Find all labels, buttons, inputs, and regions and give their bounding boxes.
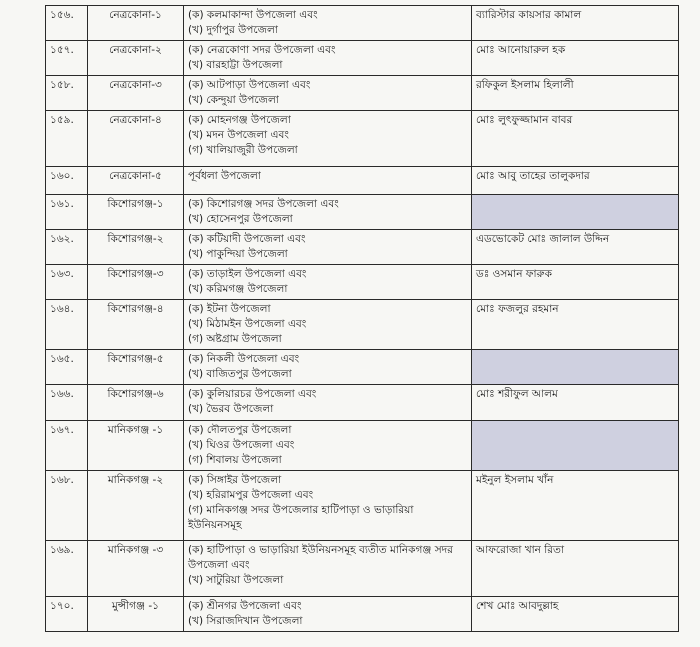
area-line: (ক) কুলিয়ারচর উপজেলা এবং bbox=[188, 388, 317, 400]
area-line: (খ) দুর্গাপুর উপজেলা bbox=[188, 24, 278, 36]
area-line: (ক) নেত্রকোণা সদর উপজেলা এবং bbox=[188, 44, 336, 56]
table-row bbox=[46, 230, 679, 265]
area-line: (ক) কিশোরগঞ্জ সদর উপজেলা এবং bbox=[188, 198, 339, 210]
constituency-name: মানিকগঞ্জ -১ bbox=[88, 421, 184, 471]
candidate-name: শেখ মোঃ আবদুল্লাহ bbox=[472, 597, 679, 632]
area-line: (গ) শিবালয় উপজেলা bbox=[188, 454, 282, 466]
area-line: পূর্বধলা উপজেলা bbox=[188, 170, 261, 182]
area-line: (খ) বারহাট্টা উপজেলা bbox=[188, 59, 283, 71]
table-row bbox=[46, 167, 679, 195]
candidate-name: আফরোজা খান রিতা bbox=[472, 541, 679, 597]
constituency-area bbox=[184, 230, 472, 265]
serial-number: ১৬০. bbox=[46, 167, 88, 195]
area-line: (গ) মানিকগঞ্জ সদর উপজেলার হাটিপাড়া ও ভাড়ারিয়া ইউনিয়নসমূহ bbox=[188, 504, 414, 531]
table-row bbox=[46, 76, 679, 111]
constituency-name: কিশোরগঞ্জ-৬ bbox=[88, 385, 184, 421]
serial-number: ১৭০. bbox=[46, 597, 88, 632]
area-line: (ক) দৌলতপুর উপজেলা bbox=[188, 424, 292, 436]
constituency-name: নেত্রকোনা-৪ bbox=[88, 111, 184, 167]
table-row bbox=[46, 541, 679, 597]
constituency-area bbox=[184, 541, 472, 597]
constituency-area bbox=[184, 167, 472, 195]
table-row bbox=[46, 597, 679, 632]
table-row bbox=[46, 195, 679, 230]
area-line: (ক) কলমাকান্দা উপজেলা এবং bbox=[188, 9, 318, 21]
serial-number: ১৬৩. bbox=[46, 265, 88, 300]
area-line: (খ) হরিরামপুর উপজেলা এবং bbox=[188, 489, 314, 501]
candidate-name: মোঃ ফজলুর রহমান bbox=[472, 300, 679, 350]
constituency-name: কিশোরগঞ্জ-৪ bbox=[88, 300, 184, 350]
table-row bbox=[46, 471, 679, 541]
serial-number: ১৬১. bbox=[46, 195, 88, 230]
area-line: (ক) সিঙ্গাইর উপজেলা bbox=[188, 474, 282, 486]
serial-number: ১৬২. bbox=[46, 230, 88, 265]
table-row bbox=[46, 41, 679, 76]
serial-number: ১৫৮. bbox=[46, 76, 88, 111]
area-line: (ক) আটপাড়া উপজেলা এবং bbox=[188, 79, 311, 91]
constituency-name: কিশোরগঞ্জ-১ bbox=[88, 195, 184, 230]
area-line: (খ) হোসেনপুর উপজেলা bbox=[188, 213, 293, 225]
candidate-name: মোঃ লুৎফুজ্জামান বাবর bbox=[472, 111, 679, 167]
candidate-name: মোঃ আবু তাহের তালুকদার bbox=[472, 167, 679, 195]
area-line: (খ) বাজিতপুর উপজেলা bbox=[188, 368, 292, 380]
constituency-name: নেত্রকোনা-৩ bbox=[88, 76, 184, 111]
area-line: (খ) করিমগঞ্জ উপজেলা bbox=[188, 283, 288, 295]
area-line: (ক) কটিয়াদী উপজেলা এবং bbox=[188, 233, 306, 245]
area-line: (খ) সিরাজদিখান উপজেলা bbox=[188, 615, 303, 627]
constituency-name: কিশোরগঞ্জ-২ bbox=[88, 230, 184, 265]
constituency-area bbox=[184, 385, 472, 421]
serial-number: ১৫৯. bbox=[46, 111, 88, 167]
constituency-area bbox=[184, 597, 472, 632]
table-row bbox=[46, 300, 679, 350]
area-line: (গ) অষ্টগ্রাম উপজেলা bbox=[188, 333, 282, 345]
area-line: (গ) খালিয়াজুরী উপজেলা bbox=[188, 144, 298, 156]
constituency-area bbox=[184, 76, 472, 111]
table-row bbox=[46, 111, 679, 167]
candidate-name: মোঃ শরীফুল আলম bbox=[472, 385, 679, 421]
area-line: (খ) মিঠামইন উপজেলা এবং bbox=[188, 318, 307, 330]
serial-number: ১৫৬. bbox=[46, 6, 88, 41]
area-line: (ক) নিকলী উপজেলা এবং bbox=[188, 353, 300, 365]
candidate-name: মইনুল ইসলাম খাঁন bbox=[472, 471, 679, 541]
constituency-area bbox=[184, 421, 472, 471]
candidate-blank-cell bbox=[472, 195, 679, 230]
serial-number: ১৫৭. bbox=[46, 41, 88, 76]
serial-number: ১৬৭. bbox=[46, 421, 88, 471]
area-line: (খ) ঘিওর উপজেলা এবং bbox=[188, 439, 295, 451]
table-row bbox=[46, 265, 679, 300]
candidate-name: রফিকুল ইসলাম হিলালী bbox=[472, 76, 679, 111]
table-row bbox=[46, 421, 679, 471]
constituency-name: কিশোরগঞ্জ-৩ bbox=[88, 265, 184, 300]
serial-number: ১৬৮. bbox=[46, 471, 88, 541]
candidate-blank-cell bbox=[472, 421, 679, 471]
constituency-area bbox=[184, 350, 472, 385]
constituency-name: মুন্সীগঞ্জ -১ bbox=[88, 597, 184, 632]
area-line: (ক) ইটনা উপজেলা bbox=[188, 303, 271, 315]
area-line: (খ) মদন উপজেলা এবং bbox=[188, 129, 289, 141]
constituency-area bbox=[184, 6, 472, 41]
area-line: (খ) সাটুরিয়া উপজেলা bbox=[188, 574, 284, 586]
constituency-area bbox=[184, 300, 472, 350]
constituency-name: মানিকগঞ্জ -২ bbox=[88, 471, 184, 541]
constituency-name: কিশোরগঞ্জ-৫ bbox=[88, 350, 184, 385]
constituency-table bbox=[45, 5, 679, 632]
constituency-name: মানিকগঞ্জ -৩ bbox=[88, 541, 184, 597]
constituency-name: নেত্রকোনা-৫ bbox=[88, 167, 184, 195]
area-line: (খ) পাকুন্দিয়া উপজেলা bbox=[188, 248, 288, 260]
candidate-name: মোঃ আনোয়ারুল হক bbox=[472, 41, 679, 76]
constituency-area bbox=[184, 111, 472, 167]
area-line: (খ) ভৈরব উপজেলা bbox=[188, 403, 274, 415]
candidate-name: এডভোকেট মোঃ জালাল উদ্দিন bbox=[472, 230, 679, 265]
table-row bbox=[46, 350, 679, 385]
table-body bbox=[46, 6, 679, 632]
serial-number: ১৬৫. bbox=[46, 350, 88, 385]
constituency-area bbox=[184, 471, 472, 541]
constituency-area bbox=[184, 41, 472, 76]
candidate-blank-cell bbox=[472, 350, 679, 385]
area-line: (খ) কেন্দুয়া উপজেলা bbox=[188, 94, 279, 106]
serial-number: ১৬৬. bbox=[46, 385, 88, 421]
table-row bbox=[46, 6, 679, 41]
area-line: (ক) মোহনগঞ্জ উপজেলা bbox=[188, 114, 291, 126]
area-line: (ক) তাড়াইল উপজেলা এবং bbox=[188, 268, 307, 280]
serial-number: ১৬৯. bbox=[46, 541, 88, 597]
constituency-area bbox=[184, 195, 472, 230]
candidate-name: ব্যারিস্টার কায়সার কামাল bbox=[472, 6, 679, 41]
area-line: (ক) শ্রীনগর উপজেলা এবং bbox=[188, 600, 302, 612]
serial-number: ১৬৪. bbox=[46, 300, 88, 350]
table-row bbox=[46, 385, 679, 421]
candidate-name: ডঃ ওসমান ফারুক bbox=[472, 265, 679, 300]
constituency-name: নেত্রকোনা-২ bbox=[88, 41, 184, 76]
constituency-area bbox=[184, 265, 472, 300]
area-line: (ক) হাটিপাড়া ও ভাড়ারিয়া ইউনিয়নসমূহ ব্যতীত মানিকগঞ্জ সদর উপজেলা এবং bbox=[188, 544, 453, 571]
constituency-name: নেত্রকোনা-১ bbox=[88, 6, 184, 41]
